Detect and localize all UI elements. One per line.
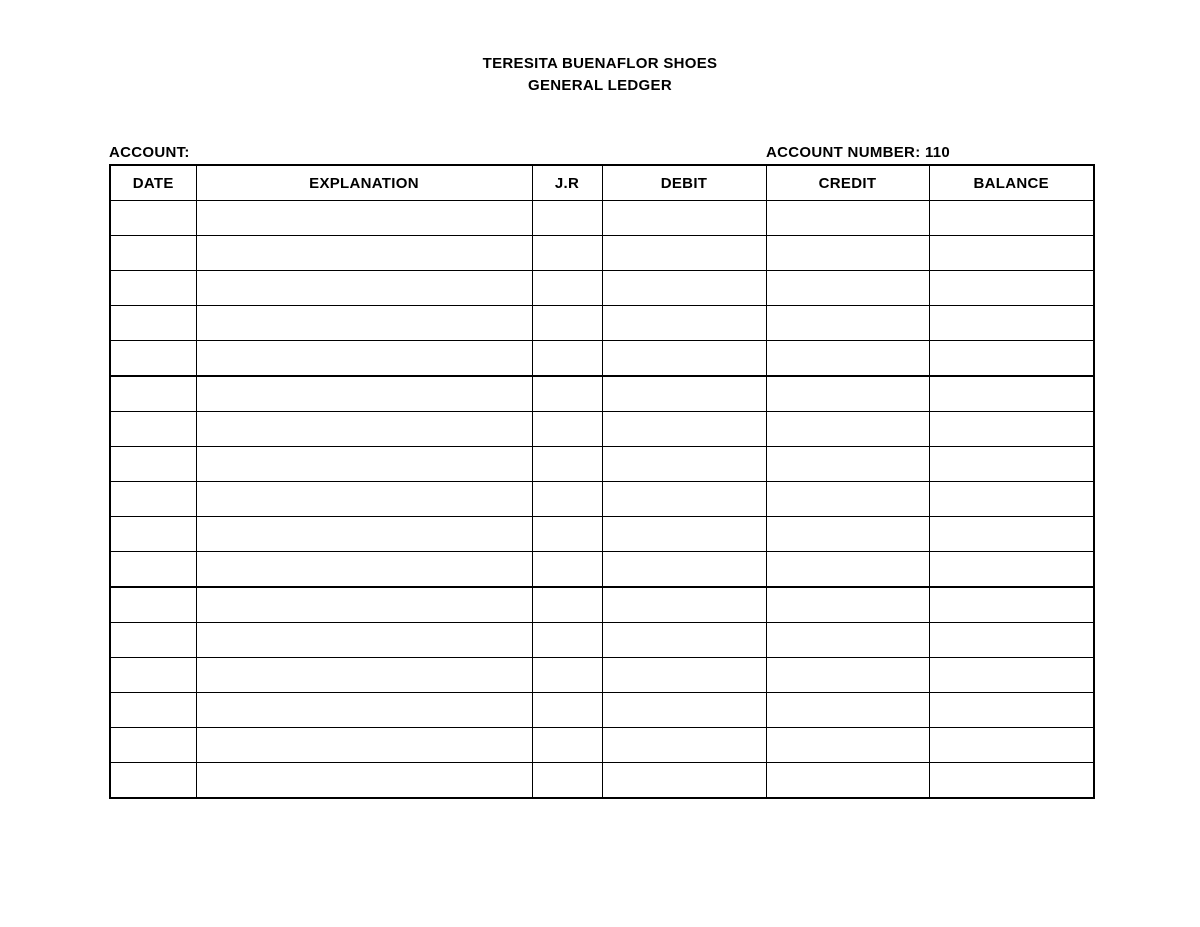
table-row bbox=[110, 693, 1094, 728]
cell-date bbox=[110, 623, 196, 658]
cell-jr bbox=[532, 482, 602, 517]
cell-debit bbox=[602, 693, 766, 728]
cell-debit bbox=[602, 236, 766, 271]
table-row bbox=[110, 412, 1094, 447]
cell-explanation bbox=[196, 306, 532, 341]
cell-explanation bbox=[196, 658, 532, 693]
ledger-company-title: TERESITA BUENAFLOR SHOES bbox=[482, 55, 718, 72]
cell-date bbox=[110, 482, 196, 517]
cell-jr bbox=[532, 271, 602, 306]
cell-credit bbox=[766, 341, 929, 377]
cell-debit bbox=[602, 341, 766, 377]
cell-debit bbox=[602, 763, 766, 799]
cell-date bbox=[110, 201, 196, 236]
cell-credit bbox=[766, 587, 929, 623]
cell-date bbox=[110, 271, 196, 306]
cell-debit bbox=[602, 376, 766, 412]
cell-debit bbox=[602, 482, 766, 517]
cell-jr bbox=[532, 693, 602, 728]
cell-credit bbox=[766, 658, 929, 693]
cell-credit bbox=[766, 482, 929, 517]
account-label: ACCOUNT: bbox=[109, 144, 190, 161]
cell-debit bbox=[602, 517, 766, 552]
account-number: ACCOUNT NUMBER: 110 bbox=[766, 144, 951, 161]
cell-explanation bbox=[196, 447, 532, 482]
cell-balance bbox=[929, 623, 1094, 658]
cell-debit bbox=[602, 201, 766, 236]
cell-balance bbox=[929, 341, 1094, 377]
cell-explanation bbox=[196, 623, 532, 658]
cell-date bbox=[110, 412, 196, 447]
ledger-table bbox=[109, 164, 1095, 799]
cell-credit bbox=[766, 517, 929, 552]
cell-explanation bbox=[196, 728, 532, 763]
table-row bbox=[110, 658, 1094, 693]
table-row bbox=[110, 271, 1094, 306]
cell-balance bbox=[929, 236, 1094, 271]
cell-credit bbox=[766, 623, 929, 658]
header-date: DATE bbox=[110, 165, 196, 201]
cell-credit bbox=[766, 412, 929, 447]
cell-explanation bbox=[196, 412, 532, 447]
cell-explanation bbox=[196, 201, 532, 236]
cell-explanation bbox=[196, 587, 532, 623]
cell-credit bbox=[766, 236, 929, 271]
cell-jr bbox=[532, 447, 602, 482]
header-explanation: EXPLANATION bbox=[196, 165, 532, 201]
table-row bbox=[110, 201, 1094, 236]
header-debit: DEBIT bbox=[602, 165, 766, 201]
table-row bbox=[110, 236, 1094, 271]
cell-debit bbox=[602, 271, 766, 306]
cell-balance bbox=[929, 728, 1094, 763]
cell-credit bbox=[766, 376, 929, 412]
cell-date bbox=[110, 341, 196, 377]
table-row bbox=[110, 623, 1094, 658]
table-row bbox=[110, 517, 1094, 552]
cell-balance bbox=[929, 587, 1094, 623]
cell-explanation bbox=[196, 517, 532, 552]
cell-debit bbox=[602, 412, 766, 447]
cell-balance bbox=[929, 412, 1094, 447]
cell-debit bbox=[602, 658, 766, 693]
cell-explanation bbox=[196, 236, 532, 271]
cell-date bbox=[110, 658, 196, 693]
cell-jr bbox=[532, 236, 602, 271]
cell-balance bbox=[929, 271, 1094, 306]
cell-jr bbox=[532, 341, 602, 377]
ledger-body bbox=[110, 201, 1094, 799]
cell-balance bbox=[929, 517, 1094, 552]
cell-balance bbox=[929, 306, 1094, 341]
cell-debit bbox=[602, 623, 766, 658]
table-row bbox=[110, 587, 1094, 623]
cell-jr bbox=[532, 376, 602, 412]
cell-credit bbox=[766, 552, 929, 588]
cell-credit bbox=[766, 447, 929, 482]
ledger-document-title: GENERAL LEDGER bbox=[528, 77, 672, 94]
cell-jr bbox=[532, 623, 602, 658]
cell-date bbox=[110, 693, 196, 728]
cell-credit bbox=[766, 763, 929, 799]
cell-date bbox=[110, 552, 196, 588]
cell-jr bbox=[532, 552, 602, 588]
cell-credit bbox=[766, 693, 929, 728]
cell-jr bbox=[532, 728, 602, 763]
cell-credit bbox=[766, 271, 929, 306]
ledger-header-row bbox=[110, 165, 1094, 201]
cell-balance bbox=[929, 658, 1094, 693]
cell-jr bbox=[532, 306, 602, 341]
header-balance: BALANCE bbox=[929, 165, 1094, 201]
cell-jr bbox=[532, 658, 602, 693]
cell-credit bbox=[766, 306, 929, 341]
cell-explanation bbox=[196, 693, 532, 728]
cell-balance bbox=[929, 447, 1094, 482]
cell-date bbox=[110, 517, 196, 552]
cell-balance bbox=[929, 552, 1094, 588]
cell-balance bbox=[929, 201, 1094, 236]
cell-date bbox=[110, 306, 196, 341]
cell-debit bbox=[602, 306, 766, 341]
cell-balance bbox=[929, 763, 1094, 799]
cell-explanation bbox=[196, 341, 532, 377]
table-row bbox=[110, 728, 1094, 763]
cell-date bbox=[110, 447, 196, 482]
cell-explanation bbox=[196, 482, 532, 517]
table-row bbox=[110, 306, 1094, 341]
cell-jr bbox=[532, 517, 602, 552]
cell-jr bbox=[532, 412, 602, 447]
cell-explanation bbox=[196, 763, 532, 799]
table-row bbox=[110, 763, 1094, 799]
cell-credit bbox=[766, 201, 929, 236]
cell-date bbox=[110, 236, 196, 271]
cell-balance bbox=[929, 482, 1094, 517]
table-row bbox=[110, 482, 1094, 517]
table-row bbox=[110, 376, 1094, 412]
table-row bbox=[110, 552, 1094, 588]
cell-balance bbox=[929, 693, 1094, 728]
cell-date bbox=[110, 728, 196, 763]
cell-explanation bbox=[196, 552, 532, 588]
cell-debit bbox=[602, 728, 766, 763]
table-row bbox=[110, 341, 1094, 377]
cell-date bbox=[110, 587, 196, 623]
cell-balance bbox=[929, 376, 1094, 412]
cell-jr bbox=[532, 201, 602, 236]
table-row bbox=[110, 447, 1094, 482]
header-credit: CREDIT bbox=[766, 165, 929, 201]
cell-credit bbox=[766, 728, 929, 763]
cell-date bbox=[110, 763, 196, 799]
cell-jr bbox=[532, 763, 602, 799]
cell-debit bbox=[602, 552, 766, 588]
header-jr: J.R bbox=[532, 165, 602, 201]
cell-explanation bbox=[196, 271, 532, 306]
cell-debit bbox=[602, 447, 766, 482]
cell-jr bbox=[532, 587, 602, 623]
cell-debit bbox=[602, 587, 766, 623]
cell-explanation bbox=[196, 376, 532, 412]
cell-date bbox=[110, 376, 196, 412]
